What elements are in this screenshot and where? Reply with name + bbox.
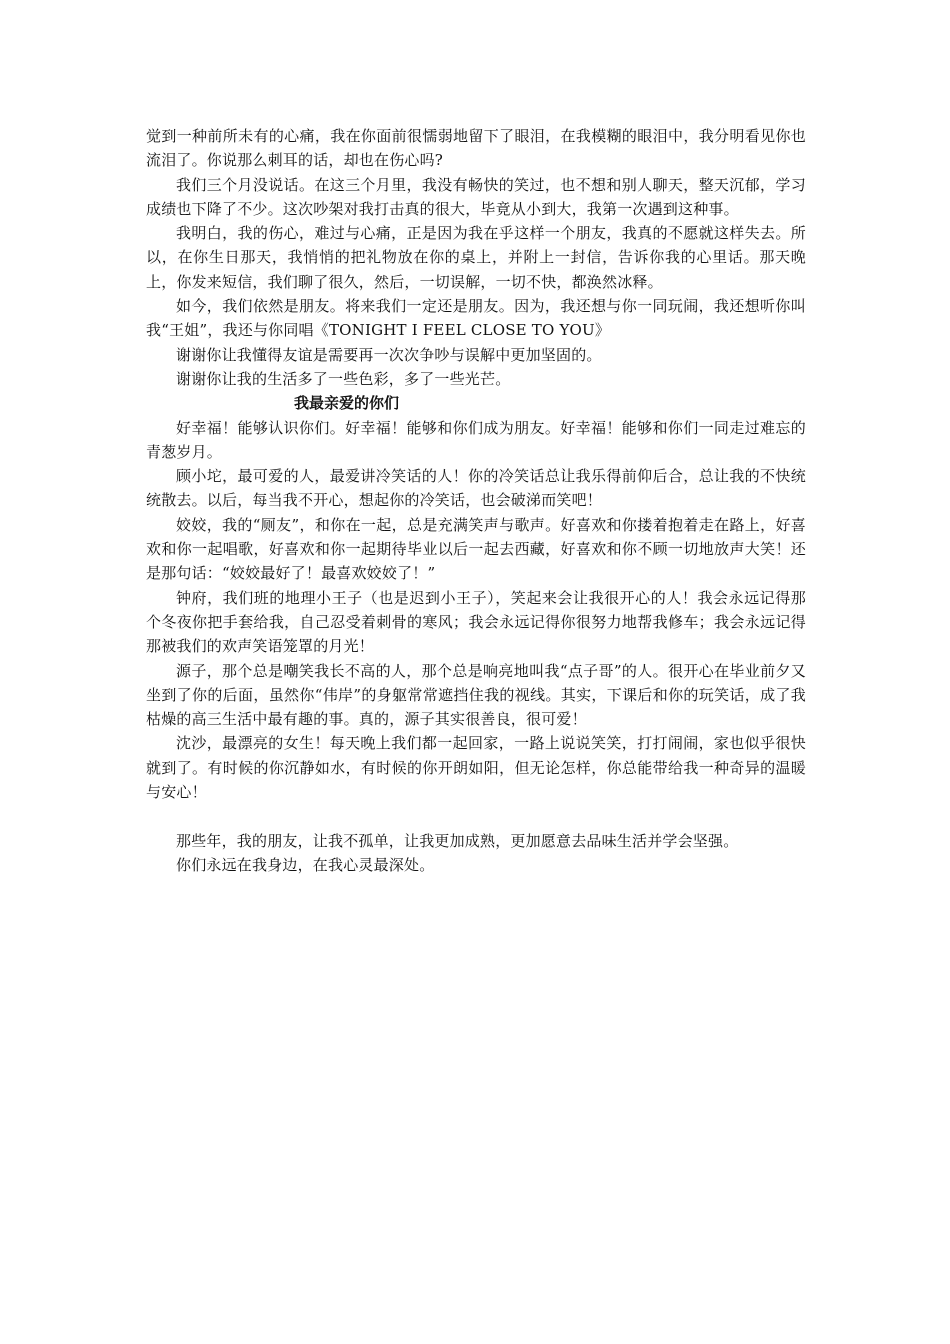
paragraph: 我明白，我的伤心，难过与心痛，正是因为我在乎这样一个朋友，我真的不愿就这样失去。所以，在你生日那天，我悄悄的把礼物放在你的桌上，并附上一封信，告诉你我的心里话。那天晚上，你发来短信，我们聊了很久，然后，一切误解，一切不快，都涣然冰释。 [146, 224, 806, 291]
paragraph: 你们永远在我身边，在我心灵最深处。 [176, 855, 435, 874]
paragraph: 顾小坨，最可爱的人，最爱讲冷笑话的人！你的冷笑话总让我乐得前仰后合，总让我的不快统统散去。以后，每当我不开心，想起你的冷笑话，也会破涕而笑吧！ [146, 467, 806, 510]
paragraph: 钟府，我们班的地理小王子（也是迟到小王子），笑起来会让我很开心的人！我会永远记得那个冬夜你把手套给我，自己忍受着刺骨的寒风；我会永远记得你很努力地帮我修车；我会永远记得那被我们的欢声笑语笼罩的月光！ [146, 588, 806, 656]
paragraph: 如今，我们依然是朋友。将来我们一定还是朋友。因为，我还想与你一同玩闹，我还想听你叫我“王姐”，我还与你同唱《TONIGHT I FEEL CLOSE TO YOU》 [146, 297, 806, 340]
section-heading: 我最亲爱的你们 [294, 394, 400, 413]
paragraph: 源子，那个总是嘲笑我长不高的人，那个总是响亮地叫我“点子哥”的人。很开心在毕业前夕又坐到了你的后面，虽然你“伟岸”的身躯常常遮挡住我的视线。其实，下课后和你的玩笑话，成了我枯燥的高三生活中最有趣的事。真的，源子其实很善良，很可爱！ [146, 661, 806, 729]
paragraph: 谢谢你让我的生活多了一些色彩，多了一些光芒。 [176, 369, 511, 388]
paragraph: 那些年，我的朋友，让我不孤单，让我更加成熟，更加愿意去品味生活并学会坚强。 [176, 831, 739, 850]
paragraph: 我们三个月没说话。在这三个月里，我没有畅快的笑过，也不想和别人聊天，整天沉郁，学习成绩也下降了不少。这次吵架对我打击真的很大，毕竟从小到大，我第一次遇到这种事。 [146, 175, 806, 218]
paragraph: 好幸福！能够认识你们。好幸福！能够和你们成为朋友。好幸福！能够和你们一同走过难忘的青葱岁月。 [146, 418, 806, 461]
paragraph: 觉到一种前所未有的心痛，我在你面前很懦弱地留下了眼泪，在我模糊的眼泪中，我分明看见你也流泪了。你说那么刺耳的话，却也在伤心吗? [146, 127, 806, 170]
blank-line [146, 804, 806, 828]
paragraph: 谢谢你让我懂得友谊是需要再一次次争吵与误解中更加坚固的。 [176, 345, 602, 364]
document-page [146, 124, 806, 877]
paragraph: 姣姣，我的“厕友”，和你在一起，总是充满笑声与歌声。好喜欢和你搂着抱着走在路上，好喜欢和你一起唱歌，好喜欢和你一起期待毕业以后一起去西藏，好喜欢和你不顾一切地放声大笑！还是那句话：“姣姣最好了！最喜欢姣姣了！” [146, 515, 806, 583]
paragraph: 沈沙，最漂亮的女生！每天晚上我们都一起回家，一路上说说笑笑，打打闹闹，家也似乎很快就到了。有时候的你沉静如水，有时候的你开朗如阳，但无论怎样，你总能带给我一种奇异的温暖与安心！ [146, 734, 806, 802]
